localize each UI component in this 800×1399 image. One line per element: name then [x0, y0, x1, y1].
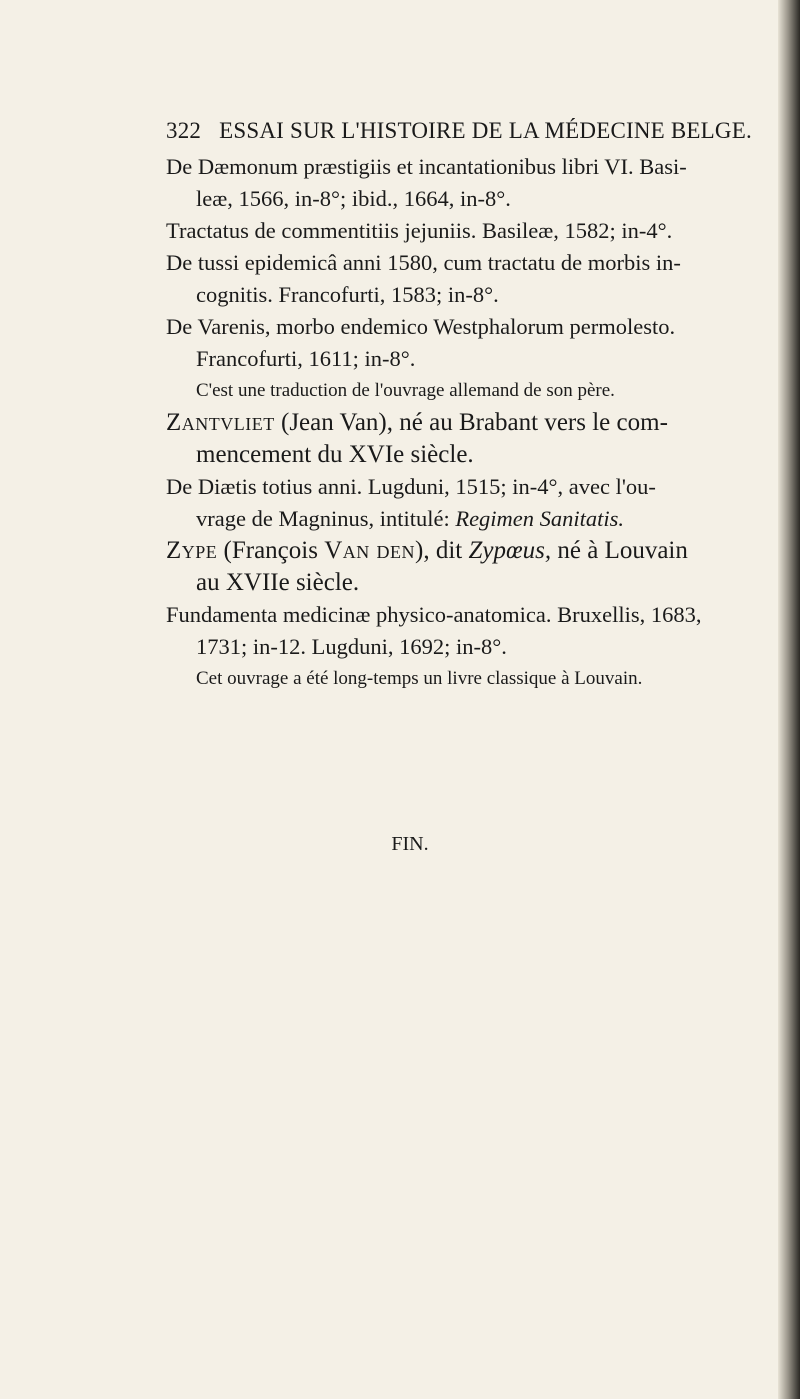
text-line: Francofurti, 1611; in-8°.: [196, 346, 416, 371]
text-line: De tussi epidemicâ anni 1580, cum tractatu de morbis in-: [166, 250, 681, 275]
page-edge-shadow: [778, 0, 800, 1399]
alias: Zypœus,: [468, 537, 552, 564]
text-line: leæ, 1566, in-8°; ibid., 1664, in-8°.: [196, 186, 511, 211]
entry-heading-zype: [166, 535, 746, 567]
text-line: Fundamenta medicinæ physico-anatomica. Bruxellis, 1683,: [166, 602, 702, 627]
text-segment: né à Louvain: [551, 537, 688, 564]
entry-heading-rest: (Jean Van), né au Brabant vers le com-: [274, 409, 668, 436]
running-title: ESSAI SUR L'HISTOIRE DE LA MÉDECINE BELGE.: [219, 118, 752, 143]
text-segment: vrage de Magninus, intitulé:: [196, 506, 456, 531]
particle: Van den: [324, 537, 415, 564]
text-line: [166, 503, 746, 535]
text-segment: (François: [217, 537, 325, 564]
entry-heading-line2: mencement du XVIe siècle.: [196, 441, 474, 468]
author-name: Zantvliet: [166, 409, 275, 436]
end-mark: FIN.: [391, 833, 429, 855]
text-line: 1731; in-12. Lugduni, 1692; in-8°.: [196, 634, 507, 659]
text-line: De Diætis totius anni. Lugduni, 1515; in-4°, avec l'ou-: [166, 474, 656, 499]
page-number: 322: [166, 118, 202, 143]
author-name: Zype: [166, 537, 218, 564]
running-header: [166, 118, 752, 144]
text-segment: ), dit: [415, 537, 469, 564]
text-line: Cet ouvrage a été long-temps un livre classique à Louvain.: [196, 668, 643, 689]
text-line: De Dæmonum præstigiis et incantationibus libri VI. Basi-: [166, 154, 687, 179]
entry-heading-zantvliet: [166, 407, 746, 439]
text-line: De Varenis, morbo endemico Westphalorum permolesto.: [166, 314, 676, 339]
text-line: Tractatus de commentitiis jejuniis. Basileæ, 1582; in-4°.: [166, 218, 673, 243]
text-line: cognitis. Francofurti, 1583; in-8°.: [196, 282, 499, 307]
entry-heading-line2: au XVIIe siècle.: [196, 569, 360, 596]
body-text: [166, 151, 746, 695]
text-line: C'est une traduction de l'ouvrage allemand de son père.: [196, 380, 615, 401]
work-title: Regimen Sanitatis.: [455, 506, 625, 531]
